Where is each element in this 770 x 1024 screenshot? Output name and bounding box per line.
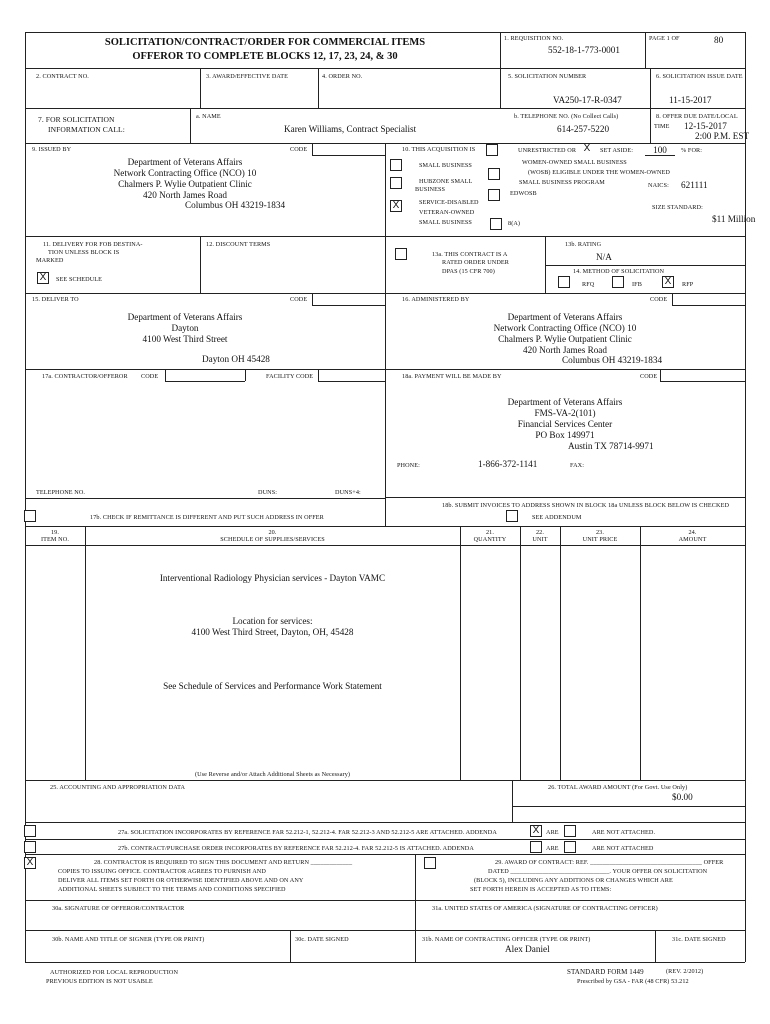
- phone-label: b. TELEPHONE NO. (No Collect Calls): [514, 113, 619, 120]
- contact-name-label: a. NAME: [196, 113, 221, 120]
- 27a-are-label: ARE: [546, 829, 559, 836]
- officer-signature-label: 31a. UNITED STATES OF AMERICA (SIGNATURE OF CONTRACTING OFFICER): [432, 905, 658, 912]
- col19-number: 19.: [50, 529, 60, 536]
- contact-phone: 614-257-5220: [557, 124, 610, 134]
- payment-phone-label: PHONE:: [397, 462, 420, 469]
- info-call-label-1: 7. FOR SOLICITATION: [38, 115, 115, 124]
- offeror-signature-label: 30a. SIGNATURE OF OFFEROR/CONTRACTOR: [52, 905, 185, 912]
- edwosb-label: EDWOSB: [510, 190, 537, 197]
- contact-name: Karen Williams, Contract Specialist: [284, 124, 417, 134]
- 8a-checkbox[interactable]: [490, 218, 502, 230]
- rfq-checkbox[interactable]: [558, 276, 570, 288]
- submit-invoices-label: 18b. SUBMIT INVOICES TO ADDRESS SHOWN IN BLOCK 18a UNLESS BLOCK BELOW IS CHECKED: [442, 502, 730, 509]
- remittance-label: 17b. CHECK IF REMITTANCE IS DIFFERENT AND PUT SUCH ADDRESS IN OFFER: [90, 514, 324, 521]
- deliver-to-city: Dayton OH 45428: [202, 354, 270, 364]
- requisition-number: 552-18-1-773-0001: [548, 45, 620, 55]
- administered-line-4: 420 North James Road: [523, 345, 607, 355]
- unrestricted-checkbox[interactable]: [486, 144, 498, 156]
- time-label: TIME: [654, 123, 670, 130]
- officer-name: Alex Daniel: [505, 944, 550, 954]
- info-call-label-2: INFORMATION CALL:: [48, 125, 125, 134]
- unrestricted-label: UNRESTRICTED OR: [518, 147, 577, 154]
- form-revision: (REV. 2/2012): [666, 968, 704, 975]
- percent-for-label: % FOR:: [681, 147, 703, 154]
- form-title-line1: SOLICITATION/CONTRACT/ORDER FOR COMMERCIAL ITEMS: [104, 37, 426, 48]
- sdvosb-label-3: SMALL BUSINESS: [419, 219, 472, 226]
- previous-edition-note: PREVIOUS EDITION IS NOT USABLE: [46, 978, 153, 985]
- solicitation-number: VA250-17-R-0347: [553, 95, 622, 105]
- issued-by-line-3: Chalmers P. Wylie Outpatient Clinic: [118, 179, 252, 189]
- edwosb-checkbox[interactable]: [488, 189, 500, 201]
- rated-label-2: RATED ORDER UNDER: [442, 259, 510, 266]
- telephone-label: TELEPHONE NO.: [36, 489, 86, 496]
- col20-header: SCHEDULE OF SUPPLIES/SERVICES: [220, 536, 325, 543]
- 27a-are-checkbox[interactable]: X: [530, 825, 542, 837]
- award-date-label: 3. AWARD/EFFECTIVE DATE: [206, 73, 289, 80]
- local-reproduction-note: AUTHORIZED FOR LOCAL REPRODUCTION: [50, 969, 179, 976]
- administered-code-label: CODE: [650, 296, 668, 303]
- 28-line-2: COPIES TO ISSUING OFFICE. CONTRACTOR AGREES TO FURNISH AND: [58, 868, 266, 875]
- rfp-label: RFP: [682, 281, 694, 288]
- location-address: 4100 West Third Street, Dayton, OH, 45428: [191, 627, 354, 637]
- see-schedule-label: SEE SCHEDULE: [56, 276, 103, 283]
- delivery-label-2: TION UNLESS BLOCK IS: [48, 249, 120, 256]
- ifb-checkbox[interactable]: [612, 276, 624, 288]
- page-total: 80: [714, 35, 724, 45]
- rfp-checkbox[interactable]: X: [662, 276, 674, 288]
- issued-by-line-2: Network Contracting Office (NCO) 10: [113, 168, 257, 178]
- payment-code-label: CODE: [640, 373, 658, 380]
- rated-label-1: 13a. THIS CONTRACT IS A: [432, 251, 508, 258]
- rfq-label: RFQ: [582, 281, 595, 288]
- reverse-note: (Use Reverse and/or Attach Additional Sheets as Necessary): [194, 771, 351, 778]
- issued-by-code-label: CODE: [290, 146, 308, 153]
- col24-number: 24.: [688, 529, 697, 536]
- order-no-label: 4. ORDER NO.: [322, 73, 363, 80]
- method-label: 14. METHOD OF SOLICITATION: [573, 268, 665, 275]
- wosb-label-1: WOMEN-OWNED SMALL BUSINESS: [522, 159, 627, 166]
- col24-header: AMOUNT: [678, 536, 707, 543]
- administered-city: Columbus OH 43219-1834: [562, 355, 663, 365]
- small-business-label: SMALL BUSINESS: [419, 162, 472, 169]
- 27a-text: 27a. SOLICITATION INCORPORATES BY REFERENCE FAR 52.212-1, 52.212-4. FAR 52.212-3 AND 52.212-5 ARE ATTACHED. ADDENDA: [118, 829, 497, 836]
- sdvosb-checkbox[interactable]: X: [390, 200, 402, 212]
- 27b-are-label: ARE: [546, 845, 559, 852]
- 27a-checkbox[interactable]: [24, 825, 36, 837]
- 27b-checkbox[interactable]: [24, 841, 36, 853]
- remittance-checkbox[interactable]: [24, 510, 36, 522]
- set-aside-label: SET ASIDE:: [600, 147, 634, 154]
- due-time: 2:00 P.M. EST: [695, 131, 750, 141]
- schedule-reference: See Schedule of Services and Performance Work Statement: [163, 681, 382, 691]
- col23-header: UNIT PRICE: [582, 536, 618, 543]
- location-label: Location for services:: [232, 616, 313, 626]
- naics-label: NAICS:: [648, 182, 669, 189]
- offeror-date-label: 30c. DATE SIGNED: [295, 936, 349, 943]
- rated-order-checkbox[interactable]: [395, 248, 407, 260]
- duns-label: DUNS:: [258, 489, 278, 496]
- requisition-label: 1. REQUISITION NO.: [504, 35, 564, 42]
- service-description: Interventional Radiology Physician services - Dayton VAMC: [159, 573, 386, 583]
- 27b-are-checkbox[interactable]: [530, 841, 542, 853]
- facility-code-label: FACILITY CODE: [266, 373, 314, 380]
- payment-label: 18a. PAYMENT WILL BE MADE BY: [402, 373, 502, 380]
- unrestricted-mark: X: [583, 143, 591, 154]
- discount-terms-label: 12. DISCOUNT TERMS: [206, 241, 271, 248]
- deliver-to-code-label: CODE: [290, 296, 308, 303]
- administered-line-2: Network Contracting Office (NCO) 10: [493, 323, 637, 333]
- col21-number: 21.: [485, 529, 495, 536]
- due-date: 12-15-2017: [684, 121, 727, 131]
- payment-line-2: FMS-VA-2(101): [534, 408, 596, 418]
- officer-date-label: 31c. DATE SIGNED: [672, 936, 726, 943]
- addendum-checkbox[interactable]: [506, 510, 518, 522]
- col22-number: 22.: [535, 529, 545, 536]
- deliver-to-line-2: Dayton: [171, 323, 199, 333]
- wosb-checkbox[interactable]: [488, 168, 500, 180]
- size-standard: $11 Million: [712, 214, 756, 224]
- 8a-label: 8(A): [508, 220, 521, 227]
- issued-by-line-4: 420 North James Road: [143, 190, 227, 200]
- issued-by-line-5: Columbus OH 43219-1834: [185, 200, 286, 210]
- sdvosb-label-1: SERVICE-DISABLED: [419, 199, 479, 206]
- administered-by-label: 16. ADMINISTERED BY: [402, 296, 470, 303]
- hubzone-label-1: HUBZONE SMALL: [419, 178, 473, 185]
- col19-header: ITEM NO.: [41, 536, 69, 543]
- deliver-to-line-1: Department of Veterans Affairs: [127, 312, 243, 322]
- payment-line-4: PO Box 149971: [535, 430, 595, 440]
- contract-no-label: 2. CONTRACT NO.: [36, 73, 89, 80]
- set-aside-percent: 100: [645, 145, 675, 156]
- issued-by-label: 9. ISSUED BY: [32, 146, 72, 153]
- payment-line-1: Department of Veterans Affairs: [507, 397, 623, 407]
- deliver-to-label: 15. DELIVER TO: [32, 296, 79, 303]
- page-label: PAGE 1 OF: [649, 35, 680, 42]
- payment-line-3: Financial Services Center: [517, 419, 613, 429]
- accounting-label: 25. ACCOUNTING AND APPROPRIATION DATA: [50, 784, 186, 791]
- col22-header: UNIT: [532, 536, 548, 543]
- payment-city: Austin TX 78714-9971: [568, 441, 654, 451]
- contractor-code-label: CODE: [141, 373, 159, 380]
- issued-by-line-1: Department of Veterans Affairs: [127, 157, 243, 167]
- total-award-amount: $0.00: [672, 792, 693, 802]
- form-number: STANDARD FORM 1449: [567, 968, 644, 976]
- 29-line-1: 29. AWARD OF CONTRACT: REF. ___________________________________ OFFER: [495, 859, 724, 866]
- officer-name-label: 31b. NAME OF CONTRACTING OFFICER (TYPE OR PRINT): [422, 936, 591, 943]
- wosb-label-2: (WOSB) ELIGIBLE UNDER THE WOMEN-OWNED: [528, 169, 670, 176]
- 28-checkbox[interactable]: X: [24, 857, 36, 869]
- 27b-are-not-checkbox[interactable]: [564, 841, 576, 853]
- size-standard-label: SIZE STANDARD:: [652, 204, 703, 211]
- total-award-label: 26. TOTAL AWARD AMOUNT (For Govt. Use Only): [548, 784, 688, 791]
- 27b-text: 27b. CONTRACT/PURCHASE ORDER INCORPORATES BY REFERENCE FAR 52.212-4. FAR 52.212-5 IS ATTACHED. ADDENDA: [118, 845, 474, 852]
- naics-code: 621111: [681, 180, 708, 190]
- hubzone-checkbox[interactable]: [390, 177, 402, 189]
- solicitation-no-label: 5. SOLICITATION NUMBER: [508, 73, 587, 80]
- issue-date-label: 6. SOLICITATION ISSUE DATE: [656, 73, 743, 80]
- signer-name-label: 30b. NAME AND TITLE OF SIGNER (TYPE OR PRINT): [52, 936, 205, 943]
- col21-header: QUANTITY: [473, 536, 507, 543]
- acquisition-label: 10. THIS ACQUISITION IS: [402, 146, 476, 153]
- 29-checkbox[interactable]: [424, 857, 436, 869]
- 29-line-3: (BLOCK 5), INCLUDING ANY ADDITIONS OR CHANGES WHICH ARE: [474, 877, 673, 884]
- wosb-label-3: SMALL BUSINESS PROGRAM: [519, 179, 605, 186]
- rating-label: 13b. RATING: [565, 241, 602, 248]
- rated-label-3: DPAS (15 CFR 700): [442, 268, 495, 275]
- 29-line-4: SET FORTH HEREIN IS ACCEPTED AS TO ITEMS:: [470, 886, 612, 893]
- sdvosb-label-2: VETERAN-OWNED: [419, 209, 475, 216]
- see-schedule-checkbox[interactable]: X: [37, 272, 49, 284]
- deliver-to-line-3: 4100 West Third Street: [142, 334, 228, 344]
- 27b-are-not-label: ARE NOT ATTACHED: [592, 845, 654, 852]
- payment-fax-label: FAX:: [570, 462, 585, 469]
- issue-date: 11-15-2017: [669, 95, 712, 105]
- rating-value: N/A: [596, 252, 612, 262]
- 28-line-1: 28. CONTRACTOR IS REQUIRED TO SIGN THIS DOCUMENT AND RETURN _____________: [94, 859, 353, 866]
- 27a-are-not-label: ARE NOT ATTACHED.: [592, 829, 656, 836]
- col23-number: 23.: [595, 529, 605, 536]
- see-addendum-label: SEE ADDENDUM: [532, 514, 582, 521]
- small-business-checkbox[interactable]: [390, 159, 402, 171]
- hubzone-label-2: BUSINESS: [415, 186, 446, 193]
- contractor-label: 17a. CONTRACTOR/OFFEROR: [42, 373, 128, 380]
- delivery-label-3: MARKED: [36, 257, 64, 264]
- 29-line-2: DATED _______________________________. YOUR OFFER ON SOLICITATION: [488, 868, 708, 875]
- 27a-are-not-checkbox[interactable]: [564, 825, 576, 837]
- 28-line-3: DELIVER ALL ITEMS SET FORTH OR OTHERWISE IDENTIFIED ABOVE AND ON ANY: [58, 877, 304, 884]
- delivery-label-1: 11. DELIVERY FOR FOB DESTINA-: [43, 241, 143, 248]
- administered-line-3: Chalmers P. Wylie Outpatient Clinic: [498, 334, 632, 344]
- form-prescribed: Prescribed by GSA - FAR (48 CFR) 53.212: [577, 978, 689, 985]
- due-date-label: 8. OFFER DUE DATE/LOCAL: [656, 113, 738, 120]
- ifb-label: IFB: [632, 281, 642, 288]
- col20-number: 20.: [268, 529, 277, 536]
- administered-line-1: Department of Veterans Affairs: [507, 312, 623, 322]
- form-title-line2: OFFEROR TO COMPLETE BLOCKS 12, 17, 23, 24, & 30: [132, 51, 398, 62]
- 28-line-4: ADDITIONAL SHEETS SUBJECT TO THE TERMS AND CONDITIONS SPECIFIED: [58, 886, 286, 893]
- payment-phone: 1-866-372-1141: [478, 459, 538, 469]
- duns4-label: DUNS+4:: [335, 489, 361, 496]
